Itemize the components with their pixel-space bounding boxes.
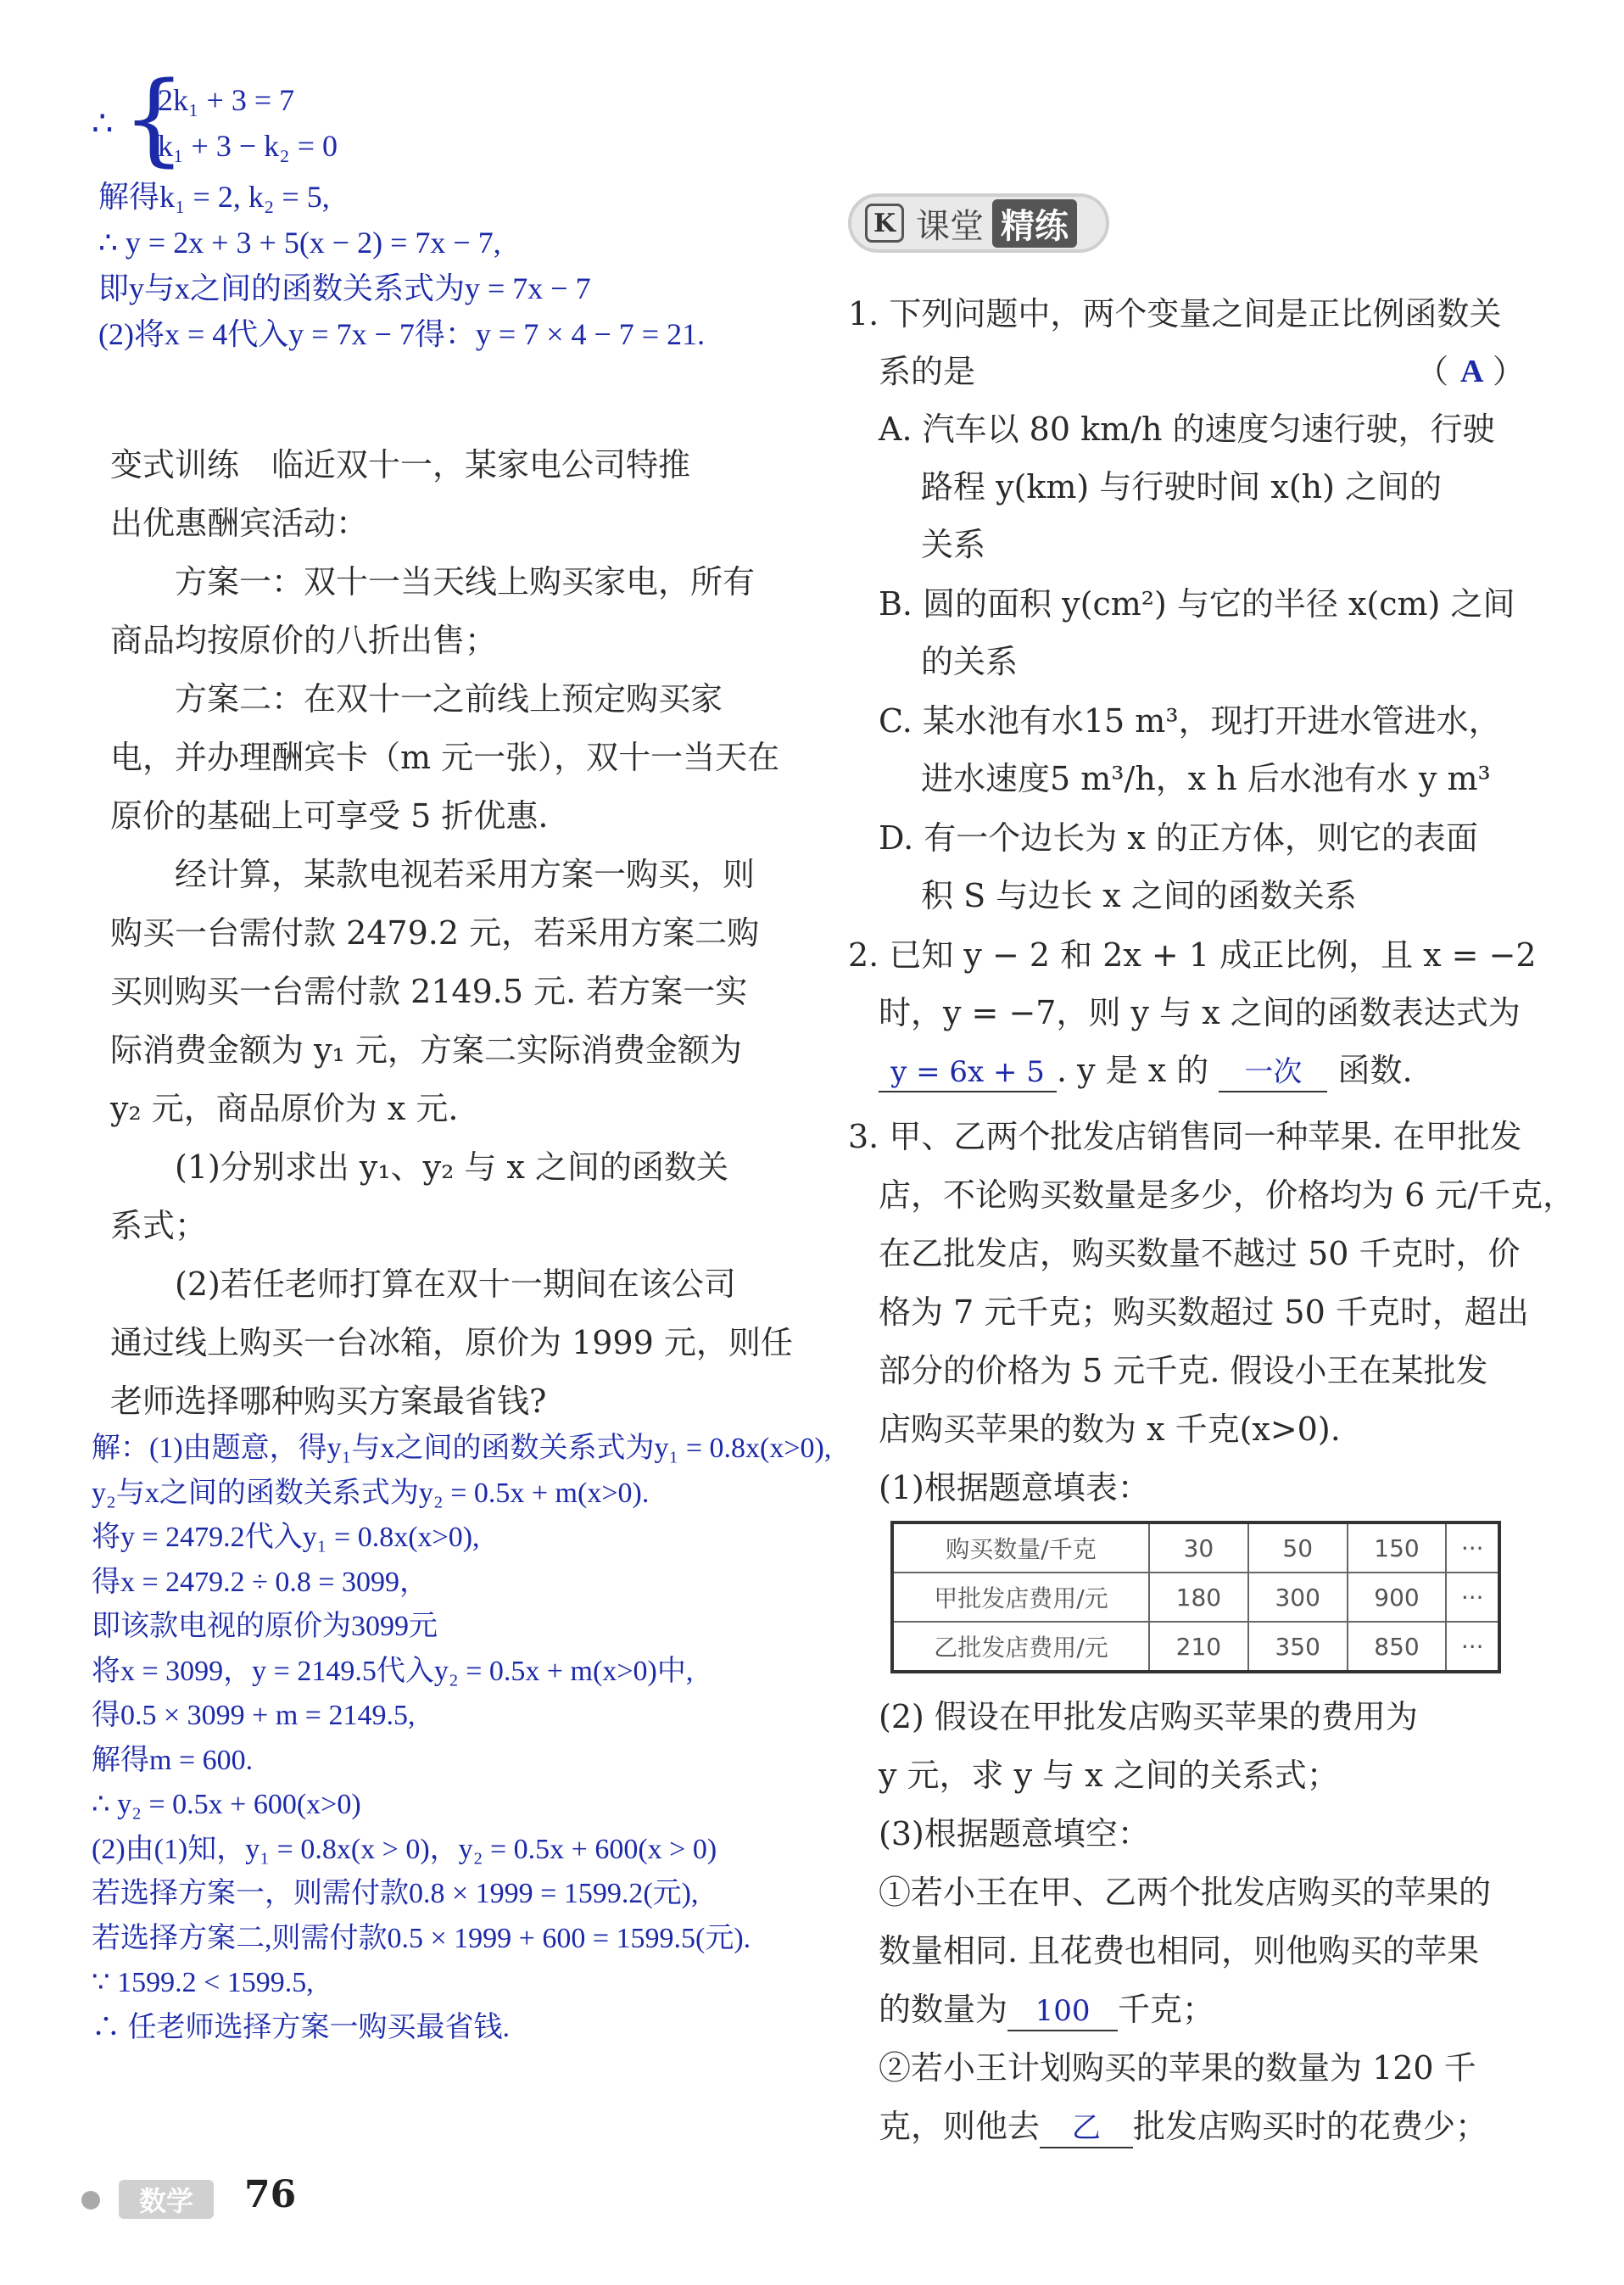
variant-problem [110,436,797,1431]
variant-line: 经计算，某款电视若采用方案一购买，则 [110,856,756,893]
table-row [892,1522,1499,1573]
q1-option: 积 S 与边长 x 之间的函数关系 [921,877,1357,914]
q3-fill-line [879,1981,1491,2039]
q3-line: 在乙批发店，购买数量不越过 50 千克时，价 [879,1235,1521,1272]
badge-label-highlight: 精练 [992,199,1077,248]
q3-line: 店购买苹果的数为 x 千克(x>0). [879,1411,1341,1448]
variant-line: y₂ 元，商品原价为 x 元. [110,1090,459,1127]
variant-line: 系式； [110,1207,208,1244]
variant-line: 方案一：双十一当天线上购买家电，所有 [110,563,756,601]
variant-line: (2)若任老师打算在双十一期间在该公司 [110,1265,736,1303]
solution-line: 若选择方案一，则需付款0.8 × 1999 = 1599.2(元), [92,1878,699,1909]
table-cell: 300 [1248,1573,1348,1622]
table-header-cell: 购买数量/千克 [892,1522,1149,1573]
q2-text: 函数. [1337,1052,1413,1089]
page-number: 76 [244,2173,297,2216]
variant-line: 买则购买一台需付款 2149.5 元. 若方案一实 [110,973,748,1010]
solution-line: 即该款电视的原价为3099元 [92,1611,438,1642]
q3-line: (2) 假设在甲批发店购买苹果的费用为 [879,1698,1418,1735]
q2-text: . y 是 x 的 [1057,1052,1209,1089]
q1-stem: 系的是 [879,353,976,390]
variant-line: 商品均按原价的八折出售； [110,622,498,659]
table-cell: ··· [1446,1522,1499,1573]
therefore-symbol: ∴ [92,104,114,142]
q3-fill-table [890,1521,1501,1673]
variant-line: 变式训练 临近双十一，某家电公司特推 [110,446,691,483]
q3-line: (3)根据题意填空： [879,1815,1150,1852]
variant-line: 购买一台需付款 2479.2 元，若采用方案二购 [110,914,760,952]
solution-line: (2)由(1)知，y₁ = 0.8x(x > 0)，y₂ = 0.5x + 600(x > 0) [92,1833,717,1865]
solution-line: 解得k₁ = 2, k₂ = 5, [98,180,330,214]
table-header-cell: 乙批发店费用/元 [892,1622,1149,1672]
variant-solution [92,1427,831,2050]
q1-option: A. 汽车以 80 km/h 的速度匀速行驶，行驶 [879,411,1495,448]
k-letter-icon: K [865,204,904,243]
q3-line: 数量相同. 且花费也相同，则他购买的苹果 [879,1932,1480,1969]
solution-line: 解：(1)由题意，得y₁与x之间的函数关系式为y₁ = 0.8x(x>0), [92,1433,832,1464]
solution-line: 解得m = 600. [92,1744,254,1776]
q3-line: 部分的价格为 5 元千克. 假设小王在某批发 [879,1352,1488,1389]
table-cell: 350 [1248,1622,1348,1672]
q3-line: (1)根据题意填表： [879,1469,1150,1506]
q3-stem [848,1108,1575,1517]
q2-blank-expression: y = 6x + 5 [879,1053,1057,1092]
q1-option: D. 有一个边长为 x 的正方体，则它的表面 [879,819,1478,857]
q3-text: 批发店购买时的花费少； [1133,2108,1488,2145]
q3-fill-line [879,2098,1491,2156]
variant-line: 通过线上购买一台冰箱，原价为 1999 元，则任 [110,1324,793,1361]
q3-line: ②若小王计划购买的苹果的数量为 120 千 [879,2049,1476,2087]
table-cell: 180 [1149,1573,1248,1622]
system-eq-1: 2k₁ + 3 = 7 [158,83,295,117]
variant-line: (1)分别求出 y₁、y₂ 与 x 之间的函数关 [110,1148,728,1186]
q3-line: 3. 甲、乙两个批发店销售同一种苹果. 在甲批发 [848,1118,1522,1155]
q3-blank-store: 乙 [1040,2109,1133,2148]
solution-line: ∵ 1599.2 < 1599.5, [92,1967,314,1998]
table-cell: 850 [1348,1622,1447,1672]
q1-option: B. 圆的面积 y(cm²) 与它的半径 x(cm) 之间 [879,585,1515,623]
table-cell: 30 [1149,1522,1248,1573]
table-cell: 50 [1248,1522,1348,1573]
solution-line: (2)将x = 4代入y = 7x − 7得：y = 7 × 4 − 7 = 21. [98,317,706,351]
variant-line: 原价的基础上可享受 5 折优惠. [110,797,549,835]
q1-answer: A [1460,354,1484,389]
q3-text: 的数量为 [879,1991,1008,2028]
q1-option: C. 某水池有水15 m³，现打开进水管进水， [879,702,1501,740]
q3-line: 格为 7 元千克；购买数超过 50 千克时，超出 [879,1293,1529,1331]
q1-answer-bracket: （ [1416,353,1449,390]
table-cell: ··· [1446,1573,1499,1622]
solution-line: 若选择方案二,则需付款0.5 × 1999 + 600 = 1599.5(元). [92,1922,751,1954]
table-cell: 150 [1348,1522,1447,1573]
q2-fill-line [879,1048,1413,1092]
table-cell: 900 [1348,1573,1447,1622]
q1-answer-bracket: ） [1493,353,1526,390]
solution-line: 得x = 2479.2 ÷ 0.8 = 3099， [92,1566,429,1598]
solution-line: ∴ y = 2x + 3 + 5(x − 2) = 7x − 7, [98,226,501,260]
table-cell: ··· [1446,1622,1499,1672]
table-row [892,1573,1499,1622]
badge-label: 课堂 [916,206,984,246]
q3-text: 千克； [1118,1991,1215,2028]
solution-line: ∴ y₂ = 0.5x + 600(x>0) [92,1789,361,1820]
section-badge [848,193,1109,253]
q1-option: 关系 [921,526,986,563]
q3-line: 店，不论购买数量是多少，价格均为 6 元/千克， [879,1176,1576,1214]
q3-text: 克，则他去 [879,2108,1041,2145]
variant-line: 际消费金额为 y₁ 元，方案二实际消费金额为 [110,1031,742,1069]
variant-line: 出优惠酬宾活动： [110,505,369,542]
q3-line: y 元，求 y 与 x 之间的关系式； [879,1757,1339,1794]
q1-option: 的关系 [921,643,1018,680]
variant-line: 方案二：在双十一之前线上预定购买家 [110,680,723,718]
q2-blank-type: 一次 [1219,1053,1327,1092]
q2-stem: 时，y = −7，则 y 与 x 之间的函数表达式为 [879,994,1521,1031]
solution-line: 得0.5 × 3099 + m = 2149.5, [92,1700,416,1731]
page-marker-icon [81,2191,100,2210]
subject-logo: 数学 [119,2180,214,2219]
solution-line: ∴ 任老师选择方案一购买最省钱. [92,2011,510,2043]
q1-stem: 1. 下列问题中，两个变量之间是正比例函数关 [848,295,1502,332]
q3-line: ①若小王在甲、乙两个批发店购买的苹果的 [879,1874,1492,1911]
q3-subquestions [879,1688,1491,2156]
table-header-cell: 甲批发店费用/元 [892,1573,1149,1622]
q2-stem: 2. 已知 y − 2 和 2x + 1 成正比例，且 x = −2 [848,936,1537,974]
variant-line: 电，并办理酬宾卡（m 元一张），双十一当天在 [110,739,780,776]
table-cell: 210 [1149,1622,1248,1672]
system-brace: { [122,59,187,176]
system-eq-2: k₁ + 3 − k₂ = 0 [158,129,338,163]
q1-option: 路程 y(km) 与行驶时间 x(h) 之间的 [921,468,1443,506]
q1-option: 进水速度5 m³/h，x h 后水池有水 y m³ [921,760,1491,797]
q3-blank-quantity: 100 [1007,1992,1118,2031]
solution-line: 将y = 2479.2代入y₁ = 0.8x(x>0), [92,1522,480,1553]
table-row [892,1622,1499,1672]
solution-line: 将x = 3099，y = 2149.5代入y₂ = 0.5x + m(x>0)中, [92,1655,694,1687]
solution-line: y₂与x之间的函数关系式为y₂ = 0.5x + m(x>0). [92,1477,650,1509]
variant-line: 老师选择哪种购买方案最省钱? [110,1383,547,1420]
solution-line: 即y与x之间的函数关系式为y = 7x − 7 [98,271,591,305]
